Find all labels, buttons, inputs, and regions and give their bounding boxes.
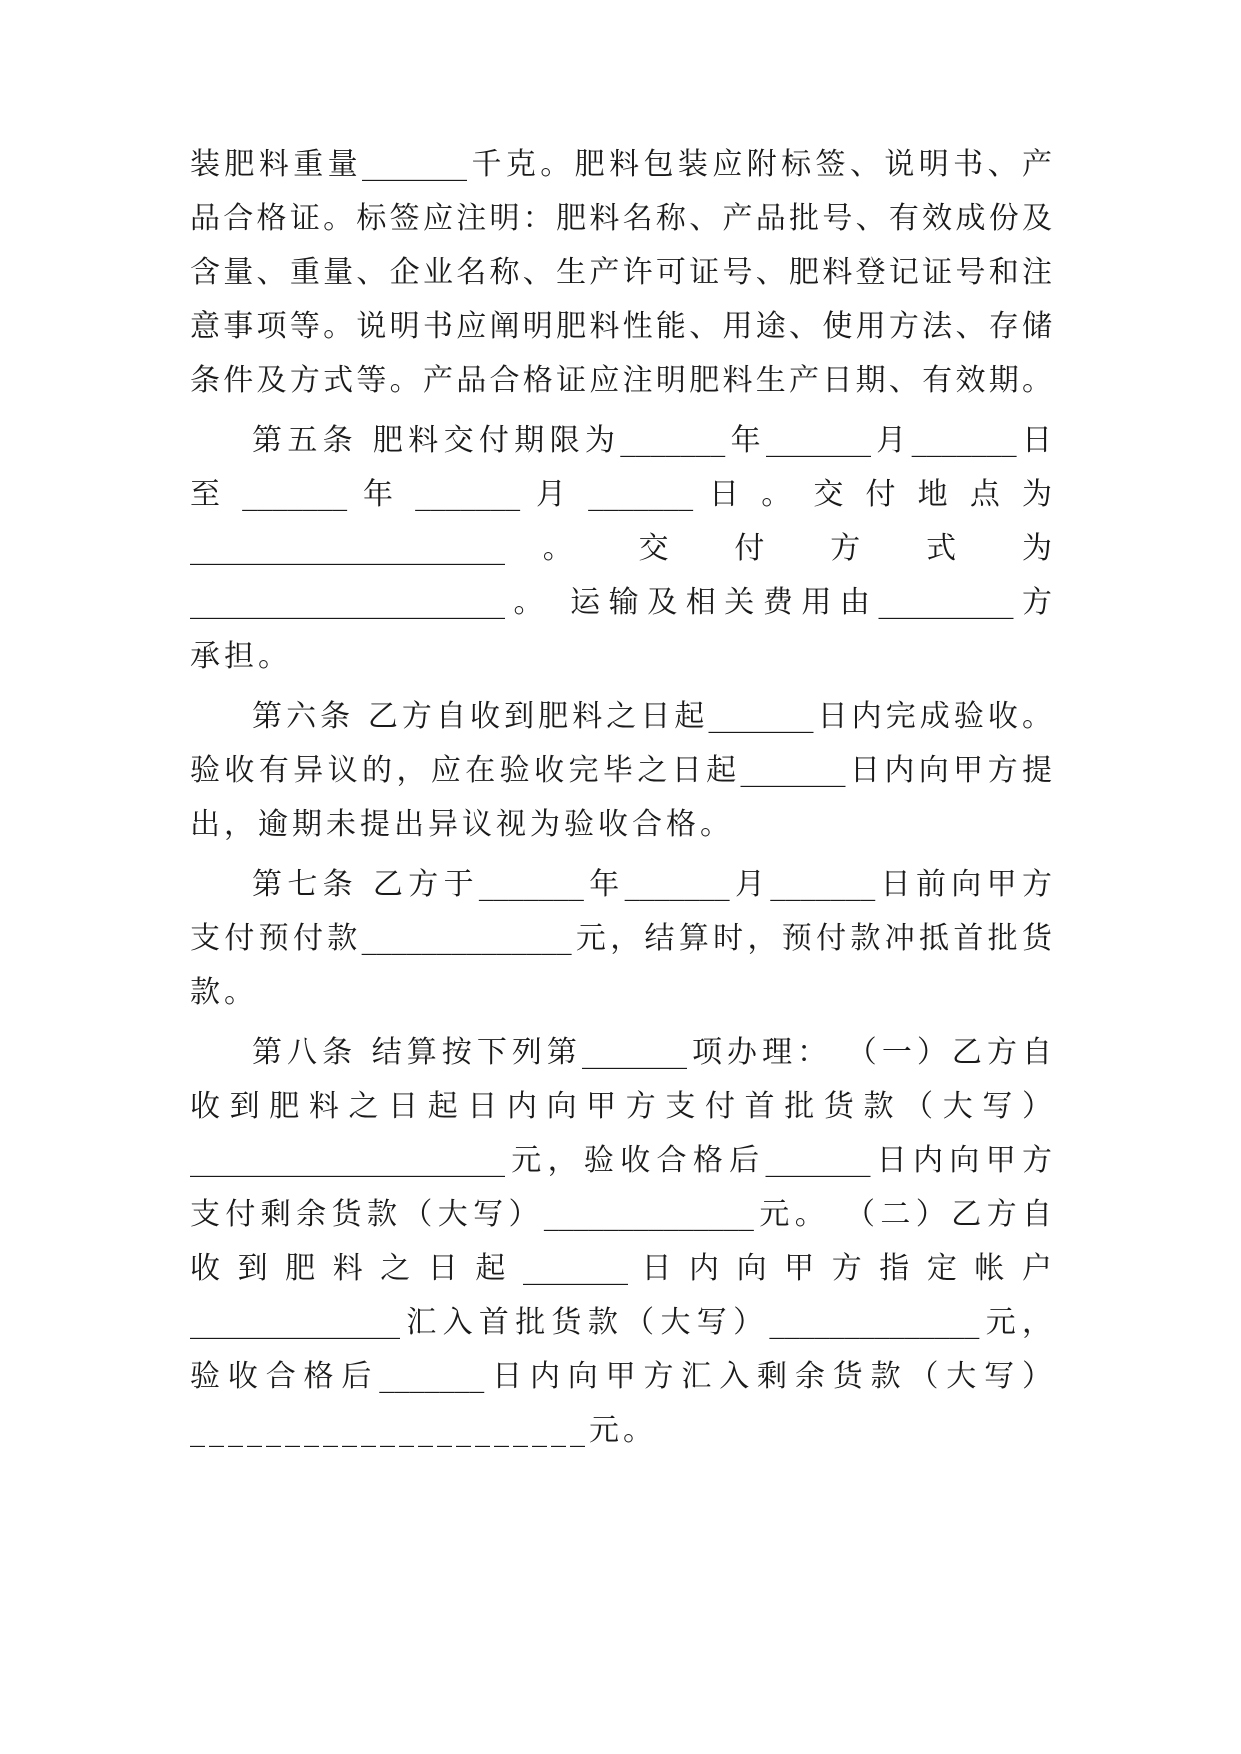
text-line: 第五条 肥料交付期限为_______年_______月_______日 xyxy=(252,423,1052,458)
text-line: _____________________元，验收合格后_______日内向甲方 xyxy=(190,1143,1052,1178)
text-line: 验收合格后_______日内向甲方汇入剩余货款（大写） xyxy=(190,1359,1052,1394)
text-line: _____________________元。 xyxy=(190,1413,657,1448)
text-line: ______________汇入首批货款（大写）______________元， xyxy=(190,1305,1052,1340)
text-line: 款。 xyxy=(190,975,258,1010)
text-line: 出，逾期未提出异议视为验收合格。 xyxy=(190,807,734,842)
text-line: 支付预付款______________元，结算时，预付款冲抵首批货 xyxy=(190,921,1052,956)
text-line: 支付剩余货款（大写）______________元。 （二）乙方自 xyxy=(190,1197,1052,1232)
text-line: 含量、重量、企业名称、生产许可证号、肥料登记证号和注 xyxy=(190,255,1052,290)
text-line: 意事项等。说明书应阐明肥料性能、用途、使用方法、存储 xyxy=(190,309,1052,344)
text-line: 第六条 乙方自收到肥料之日起_______日内完成验收。 xyxy=(252,699,1052,734)
text-line: 品合格证。标签应注明：肥料名称、产品批号、有效成份及 xyxy=(190,201,1052,236)
text-line: _____________________。 运输及相关费用由_________方 xyxy=(190,585,1052,620)
text-line: 条件及方式等。产品合格证应注明肥料生产日期、有效期。 xyxy=(190,363,1052,398)
text-line: 验收有异议的，应在验收完毕之日起_______日内向甲方提 xyxy=(190,753,1052,788)
text-line: 承担。 xyxy=(190,639,292,674)
text-line: 收 到 肥 料 之 日 起 _______ 日 内 向 甲 方 指 定 帐 户 xyxy=(190,1251,1052,1286)
text-line: 第八条 结算按下列第_______项办理： （一）乙方自 xyxy=(252,1035,1052,1070)
text-line: _____________________ 。 交 付 方 式 为 xyxy=(190,531,1052,566)
text-line: 装肥料重量_______千克。肥料包装应附标签、说明书、产 xyxy=(190,147,1052,182)
text-line: 至 _______ 年 _______ 月 _______ 日 。 交 付 地 点 为 xyxy=(190,477,1052,512)
text-line: 第七条 乙方于_______年_______月_______日前向甲方 xyxy=(252,867,1052,902)
text-line: 收 到 肥 料 之 日 起 日 内 向 甲 方 支 付 首 批 货 款 （ 大 写 ） xyxy=(190,1089,1052,1124)
